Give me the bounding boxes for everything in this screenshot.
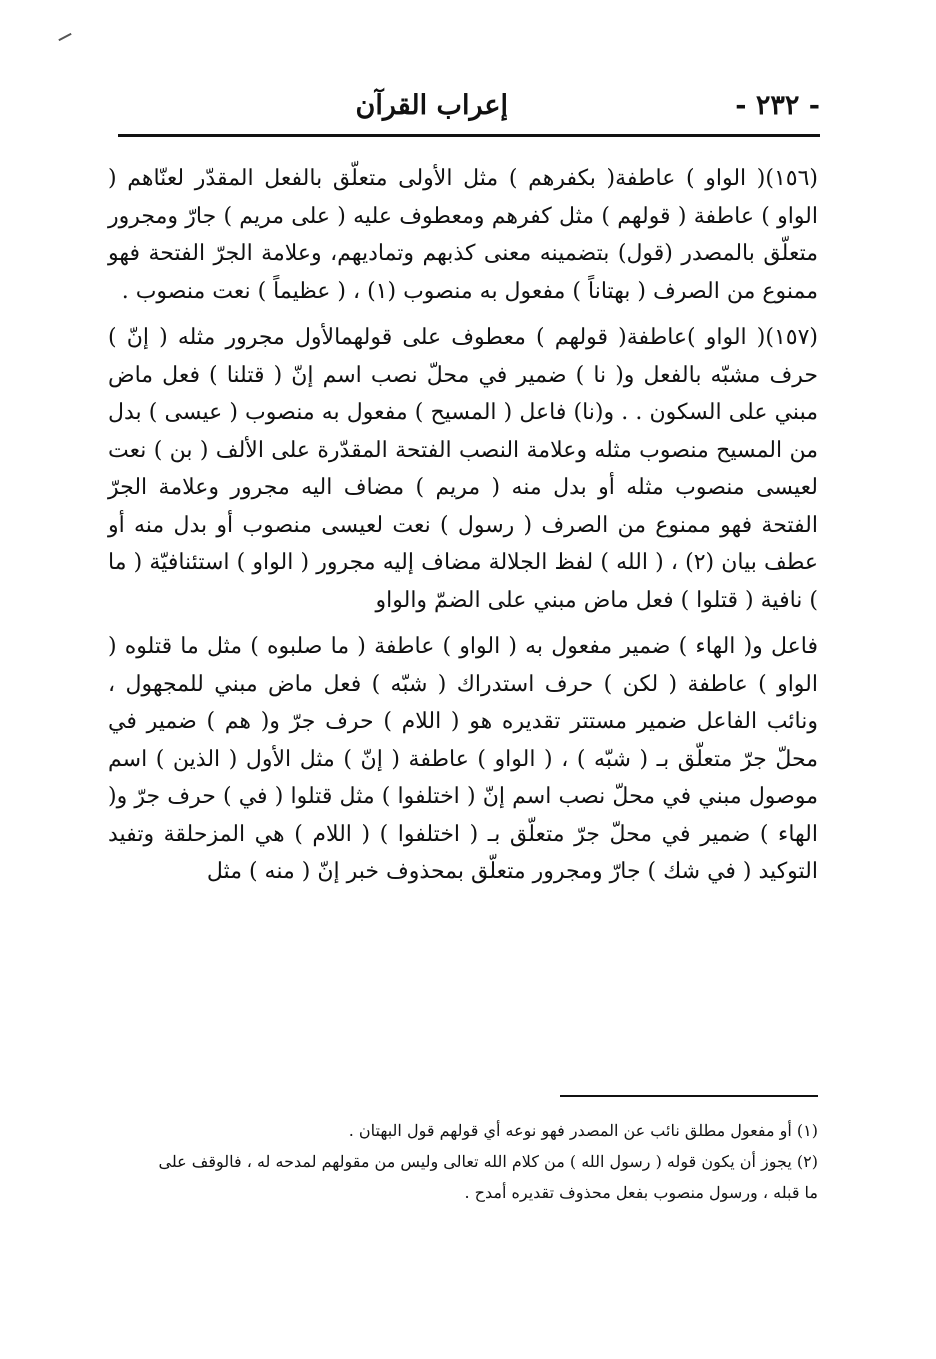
paragraph-continuation: فاعل و( الهاء ) ضمير مفعول به ( الواو ) عاطفة ( ما صلبوه ) مثل ما قتلوه ( الواو ) عاطفة ( لكن ) حرف استدراك ( شبّه ) فعل ماض مبني للمجهول ، ونائب الفاعل ضمير مستتر تقديره هو ( اللام ) حرف جرّ و( هم ) ضمير في محلّ جرّ متعلّق بـ ( شبّه ) ، ( الواو ) عاطفة ( إنّ ) مثل الأول ( الذين ) اسم موصول مبني في محلّ نصب اسم إنّ ( اختلفوا ) مثل قتلوا ( في ) حرف جرّ و( الهاء ) ضمير في محلّ جرّ متعلّق بـ ( اختلفوا ) ( اللام ) هي المزحلقة وتفيد التوكيد ( في شك ) جارّ ومجرور متعلّق بمحذوف خبر إنّ ( منه ) مثل — [108, 634, 818, 884]
book-title: إعراب القرآن — [355, 90, 508, 121]
footnotes — [150, 1115, 818, 1208]
corner-mark — [58, 33, 71, 41]
page-number: - ٢٣٢ - — [735, 90, 820, 121]
running-header — [118, 88, 820, 128]
footnote-1: (١) أو مفعول مطلق نائب عن المصدر فهو نوعه أي قولهم قول البهتان . — [348, 1121, 818, 1140]
footnote-2: (٢) يجوز أن يكون قوله ( رسول الله ) من كلام الله تعالى وليس من مقولهم لمدحه له ، فالوقف على ما قبله ، ورسول منصوب بفعل محذوف تقديره أمدح . — [158, 1152, 818, 1202]
header-divider — [118, 134, 820, 137]
footnote-divider — [560, 1095, 818, 1097]
main-text — [108, 160, 818, 891]
paragraph-verse-156: (١٥٦)( الواو ) عاطفة( بكفرهم ) مثل الأولى متعلّق بالفعل المقدّر لعنّاهم ( الواو ) عاطفة ( قولهم ) مثل كفرهم ومعطوف عليه ( على مريم ) جارّ ومجرور متعلّق بالمصدر (قول) بتضمينه معنى كذبهم وتماديهم، وعلامة الجرّ الفتحة فهو ممنوع من الصرف ( بهتاناً ) مفعول به منصوب (١) ، ( عظيماً ) نعت منصوب . — [108, 166, 818, 304]
paragraph-verse-157: (١٥٧)( الواو )عاطفة( قولهم ) معطوف على قولهمالأول مجرور مثله ( إنّ ) حرف مشبّه بالفعل و( نا ) ضمير في محلّ نصب اسم إنّ ( قتلنا ) فعل ماض مبني على السكون . . و(نا) فاعل ( المسيح ) مفعول به منصوب ( عيسى ) بدل من المسيح منصوب مثله وعلامة النصب الفتحة المقدّرة على الألف ( بن ) نعت لعيسى منصوب مثله أو بدل منه ( مريم ) مضاف اليه مجرور وعلامة الجرّ الفتحة فهو ممنوع من الصرف ( رسول ) نعت لعيسى منصوب أو بدل منه أو عطف بيان (٢) ، ( الله ) لفظ الجلالة مضاف إليه مجرور ( الواو ) استئنافيّة ( ما ) نافية ( قتلوا ) فعل ماض مبني على الضمّ والواو — [108, 325, 818, 613]
